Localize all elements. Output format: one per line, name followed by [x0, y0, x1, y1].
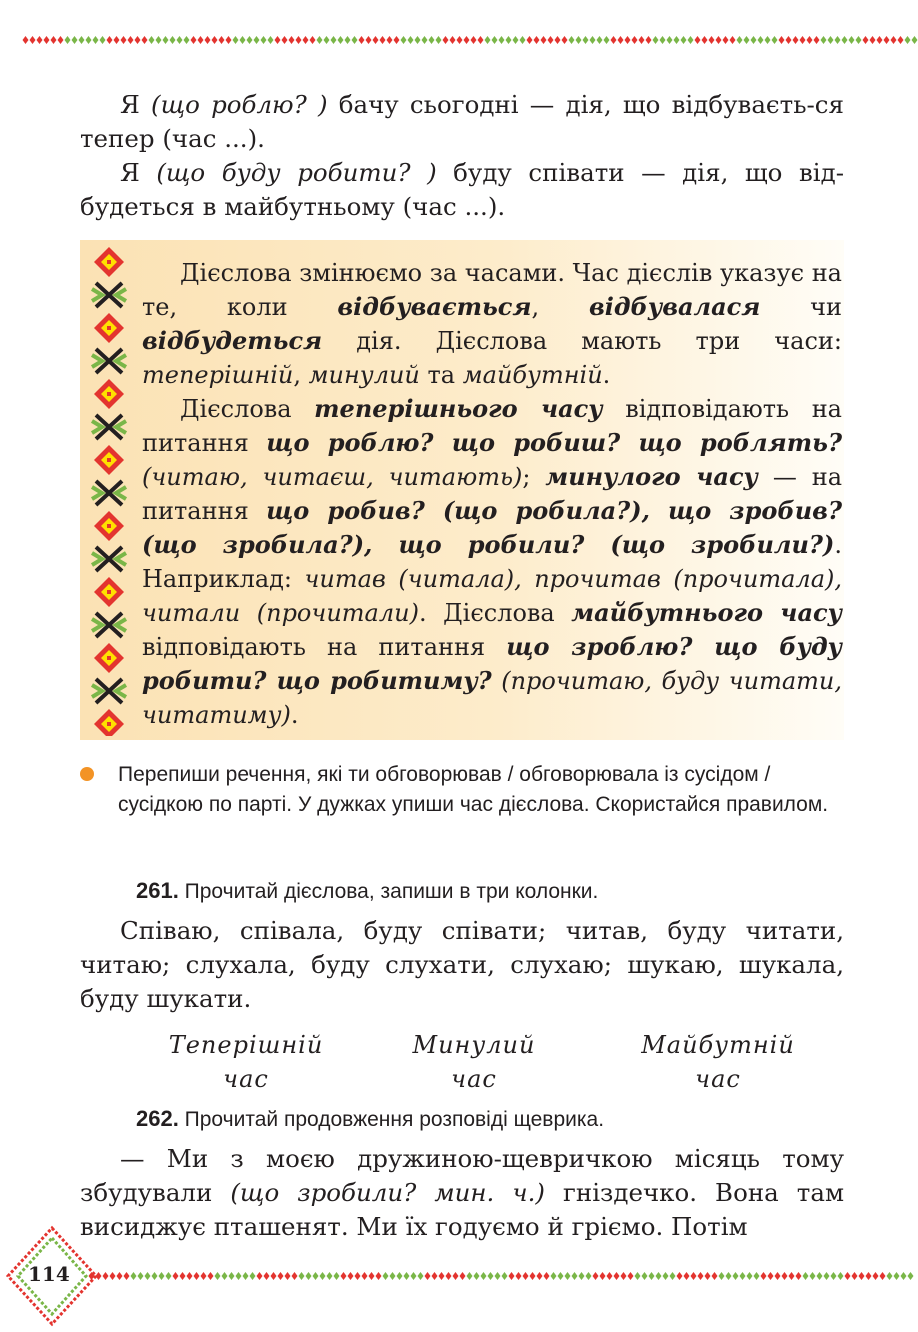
top-ornament-strip: [22, 34, 918, 46]
page-number: 114: [28, 1262, 70, 1286]
intro-paragraph-2: Я (що буду робити? ) буду співати — дія, що від-будеться в майбутньому (час ...).: [80, 158, 844, 221]
column-past: Минулий час: [412, 1031, 536, 1093]
rule-text: [142, 256, 842, 732]
bullet-icon: [80, 767, 94, 781]
exercise-262-text: — Ми з моєю дружиною-щевричкою місяць тому збудували (що зробили? мин. ч.) гніздечко. Вона там висиджує пташенят. Ми їх годуємо й гріємо. Потім: [80, 1144, 845, 1241]
task-instruction: Перепиши речення, які ти обговорював / обговорювала із сусідом / сусідкою по парті. У дужках упиши час дієслова. Скористайся правилом.: [118, 763, 829, 816]
embroidery-border-icon: [86, 244, 132, 736]
intro-paragraph-1: Я (що роблю? ) бачу сьогодні — дія, що відбуваєть-ся тепер (час ...).: [80, 90, 844, 153]
exercise-261-text: Співаю, співала, буду співати; читав, буду читати, читаю; слухала, буду слухати, слухаю; шукаю, шукала, буду шукати.: [80, 916, 844, 1013]
rule-paragraph-1: Дієслова змінюємо за часами. Час дієслів указує на те, коли відбувається, відбувалася чи відбудеться дія. Дієслова мають три часи: теперішній, минулий та майбутній.: [142, 259, 842, 389]
bottom-ornament-strip: [88, 1270, 918, 1282]
exercise-262-heading: 262. Прочитай продовження розповіді щеврика.: [136, 1106, 605, 1131]
rule-paragraph-2: Дієслова теперішнього часу відповідають на питання що роблю? що робиш? що роблять? (читаю, читаєш, читають); минулого часу — на питання що робив? (що робила?), що зробив? (що зробила?), що робили? (що зробили?). Наприклад: читав (читала), прочитав (прочитала), читали (прочитали). Дієслова майбутнього часу відповідають на питання що зроблю? що буду робити? що робитиму? (прочитаю, буду читати, читатиму).: [142, 394, 843, 729]
exercise-261-heading: 261. Прочитай дієслова, запиши в три колонки.: [136, 878, 599, 903]
column-future: Майбутній час: [641, 1031, 795, 1093]
column-present: Теперішній час: [168, 1031, 324, 1093]
